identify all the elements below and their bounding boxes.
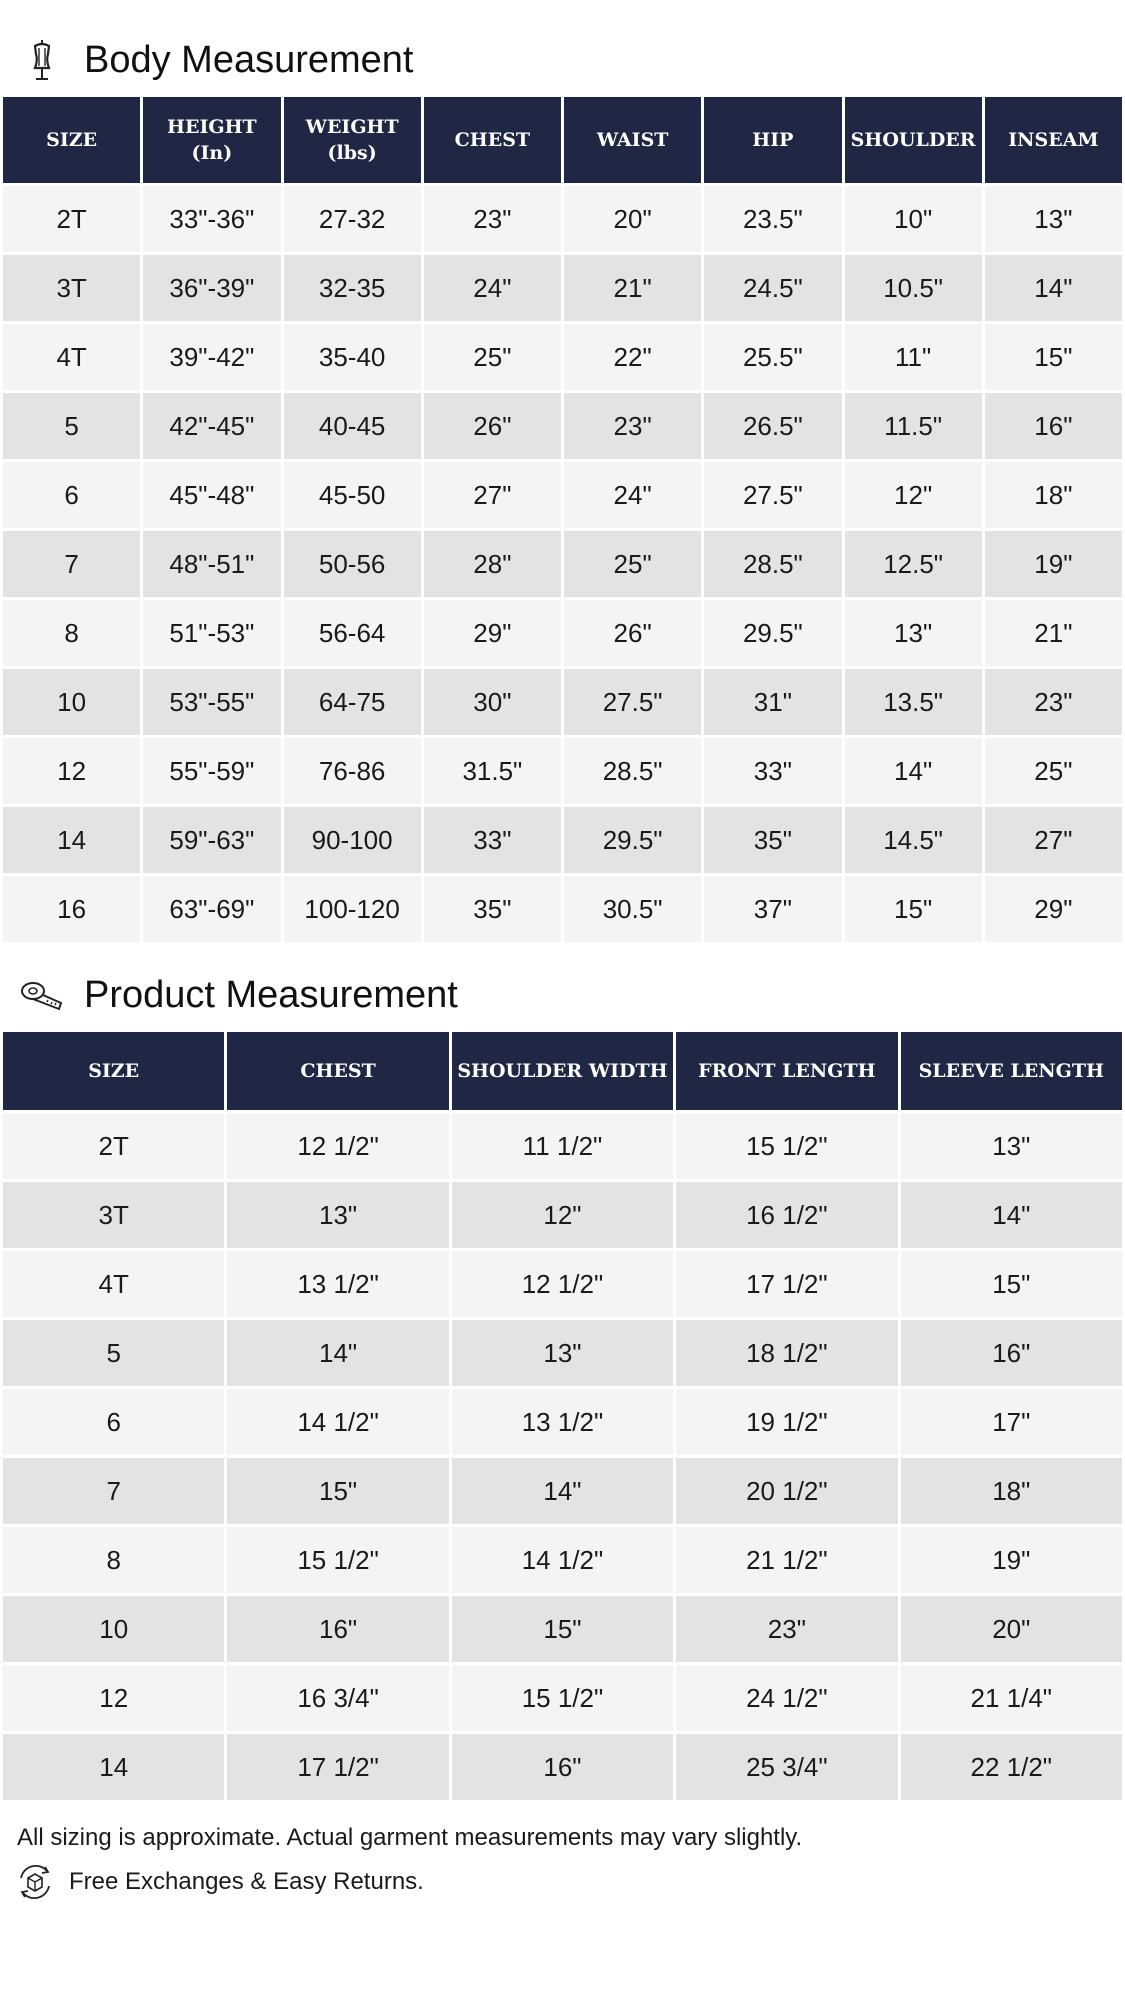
measurement-cell: 14 1/2" bbox=[452, 1527, 673, 1593]
measurement-cell: 16" bbox=[901, 1320, 1122, 1386]
measurement-cell: 12 1/2" bbox=[452, 1251, 673, 1317]
returns-note bbox=[17, 1862, 424, 1902]
measuring-tape-icon bbox=[18, 971, 66, 1019]
measurement-cell: 24 1/2" bbox=[676, 1665, 897, 1731]
measurement-cell: 10.5" bbox=[845, 255, 982, 321]
measurement-cell: 26" bbox=[424, 393, 561, 459]
column-header: SHOULDER WIDTH bbox=[452, 1032, 673, 1110]
section-title: Body Measurement bbox=[84, 38, 414, 81]
measurement-cell: 13 1/2" bbox=[227, 1251, 448, 1317]
measurement-cell: 21 1/4" bbox=[901, 1665, 1122, 1731]
measurement-cell: 16 3/4" bbox=[227, 1665, 448, 1731]
measurement-cell: 29" bbox=[424, 600, 561, 666]
measurement-cell: 15" bbox=[452, 1596, 673, 1662]
measurement-cell: 12" bbox=[452, 1182, 673, 1248]
table-row bbox=[3, 1113, 1122, 1179]
column-header: HEIGHT (In) bbox=[143, 97, 280, 183]
measurement-cell: 25" bbox=[564, 531, 701, 597]
measurement-cell: 31.5" bbox=[424, 738, 561, 804]
column-header: WEIGHT (lbs) bbox=[284, 97, 421, 183]
measurement-cell: 33"-36" bbox=[143, 186, 280, 252]
measurement-cell: 53"-55" bbox=[143, 669, 280, 735]
size-cell: 12 bbox=[3, 738, 140, 804]
measurement-cell: 12.5" bbox=[845, 531, 982, 597]
dress-form-icon bbox=[18, 36, 66, 84]
measurement-cell: 22" bbox=[564, 324, 701, 390]
measurement-cell: 40-45 bbox=[284, 393, 421, 459]
measurement-cell: 23.5" bbox=[704, 186, 841, 252]
measurement-cell: 30.5" bbox=[564, 876, 701, 942]
measurement-cell: 55"-59" bbox=[143, 738, 280, 804]
measurement-cell: 28.5" bbox=[704, 531, 841, 597]
measurement-cell: 90-100 bbox=[284, 807, 421, 873]
column-header: FRONT LENGTH bbox=[676, 1032, 897, 1110]
table-row bbox=[3, 1665, 1122, 1731]
column-header: CHEST bbox=[424, 97, 561, 183]
table-row bbox=[3, 738, 1122, 804]
measurement-cell: 15 1/2" bbox=[227, 1527, 448, 1593]
exchange-box-icon bbox=[15, 1862, 55, 1902]
measurement-cell: 35" bbox=[704, 807, 841, 873]
measurement-cell: 15" bbox=[845, 876, 982, 942]
measurement-cell: 17 1/2" bbox=[227, 1734, 448, 1800]
measurement-cell: 13 1/2" bbox=[452, 1389, 673, 1455]
body-measurement-heading bbox=[0, 30, 414, 90]
measurement-cell: 18" bbox=[985, 462, 1122, 528]
size-cell: 2T bbox=[3, 1113, 224, 1179]
measurement-cell: 27.5" bbox=[704, 462, 841, 528]
size-cell: 14 bbox=[3, 807, 140, 873]
table-row bbox=[3, 1734, 1122, 1800]
measurement-cell: 39"-42" bbox=[143, 324, 280, 390]
measurement-cell: 12 1/2" bbox=[227, 1113, 448, 1179]
measurement-cell: 35" bbox=[424, 876, 561, 942]
size-cell: 3T bbox=[3, 1182, 224, 1248]
table-row bbox=[3, 807, 1122, 873]
measurement-cell: 27" bbox=[985, 807, 1122, 873]
table-row bbox=[3, 255, 1122, 321]
size-cell: 6 bbox=[3, 1389, 224, 1455]
sizing-disclaimer: All sizing is approximate. Actual garment measurements may vary slightly. bbox=[17, 1824, 803, 1851]
measurement-cell: 17 1/2" bbox=[676, 1251, 897, 1317]
size-cell: 16 bbox=[3, 876, 140, 942]
measurement-cell: 56-64 bbox=[284, 600, 421, 666]
measurement-cell: 24" bbox=[424, 255, 561, 321]
measurement-cell: 15 1/2" bbox=[676, 1113, 897, 1179]
measurement-cell: 25.5" bbox=[704, 324, 841, 390]
size-cell: 3T bbox=[3, 255, 140, 321]
measurement-cell: 35-40 bbox=[284, 324, 421, 390]
table-row bbox=[3, 1251, 1122, 1317]
measurement-cell: 29" bbox=[985, 876, 1122, 942]
measurement-cell: 25 3/4" bbox=[676, 1734, 897, 1800]
measurement-cell: 15" bbox=[227, 1458, 448, 1524]
measurement-cell: 42"-45" bbox=[143, 393, 280, 459]
measurement-cell: 13" bbox=[901, 1113, 1122, 1179]
measurement-cell: 14" bbox=[985, 255, 1122, 321]
column-header: HIP bbox=[704, 97, 841, 183]
measurement-cell: 22 1/2" bbox=[901, 1734, 1122, 1800]
measurement-cell: 33" bbox=[704, 738, 841, 804]
product-measurement-table bbox=[0, 1029, 1125, 1803]
size-cell: 7 bbox=[3, 531, 140, 597]
section-title: Product Measurement bbox=[84, 973, 458, 1016]
table-row bbox=[3, 1527, 1122, 1593]
measurement-cell: 13.5" bbox=[845, 669, 982, 735]
measurement-cell: 25" bbox=[424, 324, 561, 390]
measurement-cell: 10" bbox=[845, 186, 982, 252]
measurement-cell: 12" bbox=[845, 462, 982, 528]
size-cell: 4T bbox=[3, 1251, 224, 1317]
size-cell: 5 bbox=[3, 393, 140, 459]
column-header: INSEAM bbox=[985, 97, 1122, 183]
measurement-cell: 16" bbox=[227, 1596, 448, 1662]
measurement-cell: 23" bbox=[676, 1596, 897, 1662]
measurement-cell: 14" bbox=[901, 1182, 1122, 1248]
measurement-cell: 23" bbox=[424, 186, 561, 252]
table-row bbox=[3, 531, 1122, 597]
table-row bbox=[3, 1389, 1122, 1455]
measurement-cell: 14" bbox=[845, 738, 982, 804]
measurement-cell: 28.5" bbox=[564, 738, 701, 804]
size-cell: 14 bbox=[3, 1734, 224, 1800]
column-header: SHOULDER bbox=[845, 97, 982, 183]
measurement-cell: 27-32 bbox=[284, 186, 421, 252]
measurement-cell: 13" bbox=[227, 1182, 448, 1248]
table-row bbox=[3, 1458, 1122, 1524]
measurement-cell: 15" bbox=[985, 324, 1122, 390]
measurement-cell: 13" bbox=[845, 600, 982, 666]
measurement-cell: 36"-39" bbox=[143, 255, 280, 321]
product-measurement-heading bbox=[0, 965, 458, 1025]
measurement-cell: 19" bbox=[985, 531, 1122, 597]
size-cell: 2T bbox=[3, 186, 140, 252]
measurement-cell: 45"-48" bbox=[143, 462, 280, 528]
table-row bbox=[3, 186, 1122, 252]
measurement-cell: 20" bbox=[564, 186, 701, 252]
measurement-cell: 16" bbox=[985, 393, 1122, 459]
measurement-cell: 20 1/2" bbox=[676, 1458, 897, 1524]
column-header: SLEEVE LENGTH bbox=[901, 1032, 1122, 1110]
measurement-cell: 76-86 bbox=[284, 738, 421, 804]
measurement-cell: 32-35 bbox=[284, 255, 421, 321]
measurement-cell: 29.5" bbox=[564, 807, 701, 873]
measurement-cell: 63"-69" bbox=[143, 876, 280, 942]
measurement-cell: 33" bbox=[424, 807, 561, 873]
column-header: SIZE bbox=[3, 1032, 224, 1110]
size-cell: 8 bbox=[3, 1527, 224, 1593]
measurement-cell: 21" bbox=[985, 600, 1122, 666]
measurement-cell: 21" bbox=[564, 255, 701, 321]
size-cell: 7 bbox=[3, 1458, 224, 1524]
measurement-cell: 11" bbox=[845, 324, 982, 390]
table-row bbox=[3, 324, 1122, 390]
table-row bbox=[3, 1596, 1122, 1662]
measurement-cell: 26.5" bbox=[704, 393, 841, 459]
measurement-cell: 24" bbox=[564, 462, 701, 528]
table-row bbox=[3, 1182, 1122, 1248]
measurement-cell: 11.5" bbox=[845, 393, 982, 459]
measurement-cell: 14" bbox=[452, 1458, 673, 1524]
measurement-cell: 24.5" bbox=[704, 255, 841, 321]
measurement-cell: 37" bbox=[704, 876, 841, 942]
table-row bbox=[3, 393, 1122, 459]
measurement-cell: 19" bbox=[901, 1527, 1122, 1593]
measurement-cell: 27.5" bbox=[564, 669, 701, 735]
measurement-cell: 13" bbox=[452, 1320, 673, 1386]
measurement-cell: 21 1/2" bbox=[676, 1527, 897, 1593]
measurement-cell: 16 1/2" bbox=[676, 1182, 897, 1248]
size-cell: 8 bbox=[3, 600, 140, 666]
size-cell: 10 bbox=[3, 669, 140, 735]
measurement-cell: 11 1/2" bbox=[452, 1113, 673, 1179]
measurement-cell: 26" bbox=[564, 600, 701, 666]
table-row bbox=[3, 876, 1122, 942]
measurement-cell: 48"-51" bbox=[143, 531, 280, 597]
measurement-cell: 16" bbox=[452, 1734, 673, 1800]
measurement-cell: 23" bbox=[985, 669, 1122, 735]
size-cell: 5 bbox=[3, 1320, 224, 1386]
measurement-cell: 51"-53" bbox=[143, 600, 280, 666]
measurement-cell: 100-120 bbox=[284, 876, 421, 942]
measurement-cell: 64-75 bbox=[284, 669, 421, 735]
measurement-cell: 14 1/2" bbox=[227, 1389, 448, 1455]
table-row bbox=[3, 1320, 1122, 1386]
measurement-cell: 15" bbox=[901, 1251, 1122, 1317]
measurement-cell: 18" bbox=[901, 1458, 1122, 1524]
measurement-cell: 45-50 bbox=[284, 462, 421, 528]
table-row bbox=[3, 600, 1122, 666]
returns-text: Free Exchanges & Easy Returns. bbox=[69, 1868, 424, 1895]
size-cell: 6 bbox=[3, 462, 140, 528]
measurement-cell: 31" bbox=[704, 669, 841, 735]
measurement-cell: 23" bbox=[564, 393, 701, 459]
measurement-cell: 27" bbox=[424, 462, 561, 528]
measurement-cell: 59"-63" bbox=[143, 807, 280, 873]
measurement-cell: 13" bbox=[985, 186, 1122, 252]
size-cell: 4T bbox=[3, 324, 140, 390]
column-header: CHEST bbox=[227, 1032, 448, 1110]
measurement-cell: 14.5" bbox=[845, 807, 982, 873]
size-cell: 10 bbox=[3, 1596, 224, 1662]
measurement-cell: 19 1/2" bbox=[676, 1389, 897, 1455]
measurement-cell: 25" bbox=[985, 738, 1122, 804]
column-header: SIZE bbox=[3, 97, 140, 183]
measurement-cell: 50-56 bbox=[284, 531, 421, 597]
measurement-cell: 30" bbox=[424, 669, 561, 735]
measurement-cell: 28" bbox=[424, 531, 561, 597]
measurement-cell: 15 1/2" bbox=[452, 1665, 673, 1731]
size-cell: 12 bbox=[3, 1665, 224, 1731]
measurement-cell: 29.5" bbox=[704, 600, 841, 666]
measurement-cell: 14" bbox=[227, 1320, 448, 1386]
table-row bbox=[3, 669, 1122, 735]
body-measurement-table bbox=[0, 94, 1125, 945]
measurement-cell: 17" bbox=[901, 1389, 1122, 1455]
measurement-cell: 20" bbox=[901, 1596, 1122, 1662]
column-header: WAIST bbox=[564, 97, 701, 183]
measurement-cell: 18 1/2" bbox=[676, 1320, 897, 1386]
table-row bbox=[3, 462, 1122, 528]
